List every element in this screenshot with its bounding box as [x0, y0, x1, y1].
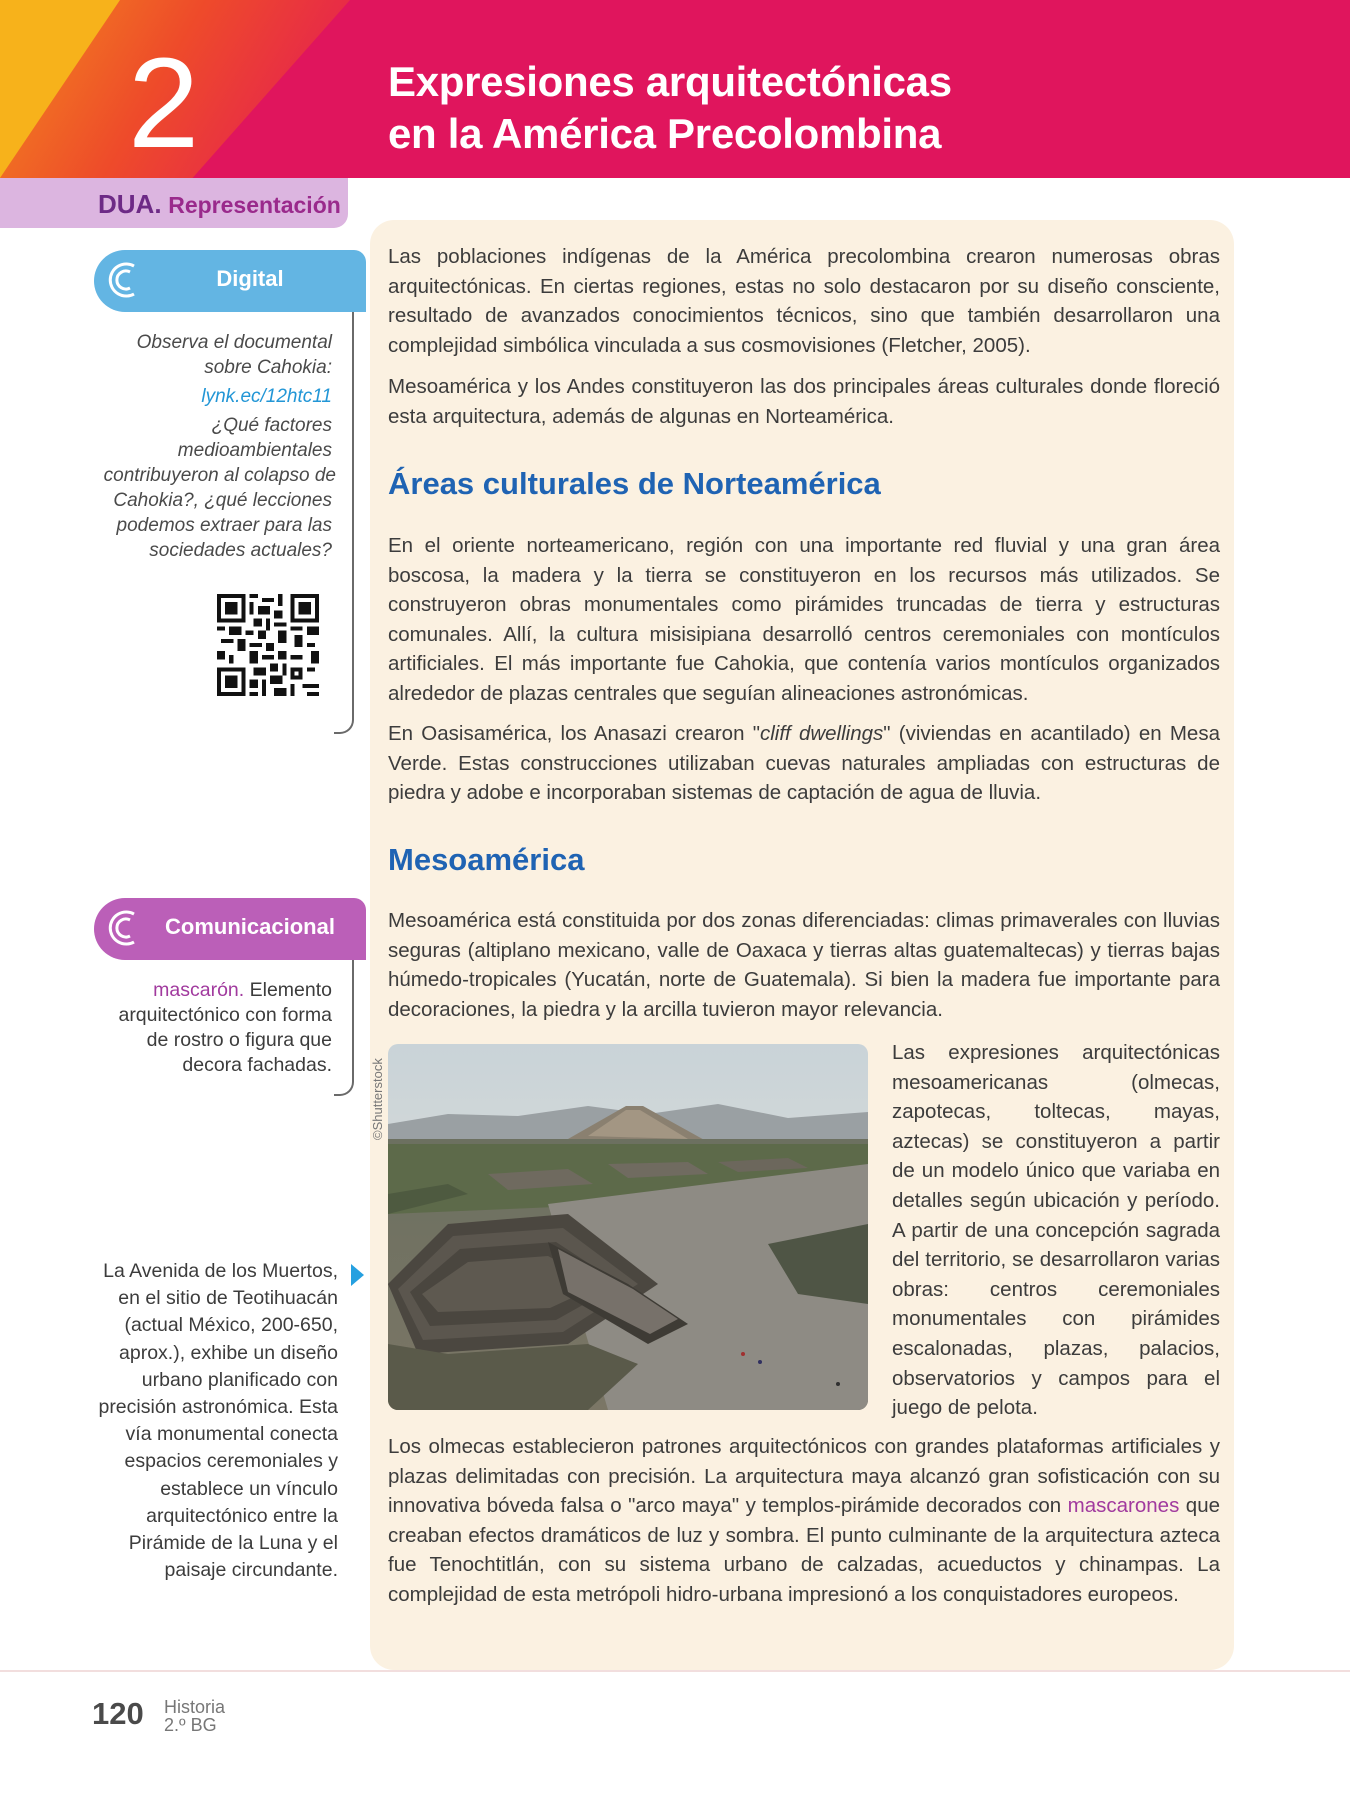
teotihuacan-photo — [388, 1044, 868, 1410]
digital-tab-label: Digital — [216, 266, 284, 291]
documentary-link[interactable]: lynk.ec/12htc11 — [201, 386, 332, 407]
dua-label — [98, 189, 341, 220]
digital-question-line-6: sociedades actuales? — [149, 540, 332, 561]
page-number: 120 — [92, 1696, 144, 1731]
dua-tag — [0, 178, 348, 228]
glossary-def-1: Elemento — [249, 979, 332, 1001]
book-subject — [164, 1698, 225, 1734]
meso-p3-part-b: que creaban efectos dramáticos de luz y sombra. El punto culminante de la arquitectura azteca fue Tenochtitlán, con su sistema urbano de calzadas, acueductos y chinampas. La complejidad de esta metrópoli hidro-urbana impresionó a los conquistadores europeos. — [388, 1494, 1221, 1606]
subject-grade: 2.º BG — [164, 1715, 217, 1735]
chapter-number: 2 — [128, 32, 200, 175]
dua-category: Representación — [168, 192, 341, 218]
glossary-def-4: decora fachadas. — [182, 1054, 332, 1076]
digital-tab — [94, 250, 366, 312]
chapter-title — [388, 56, 1148, 160]
meso-p3-part-a: Los olmecas establecieron patrones arquitectónicos con grandes plataformas artificiales y plazas delimitadas con precisión. La arquitectura maya alcanzó gran sofisticación con su innovativa bóveda falsa o "arco maya" y templos-pirámide decorados con — [388, 1435, 1220, 1517]
glossary-entry — [96, 978, 332, 1078]
digital-box-frame — [334, 312, 354, 734]
meso-paragraph-3 — [388, 1432, 1220, 1609]
comunicacional-box-frame — [334, 960, 354, 1096]
meso-paragraph-2: Las expresiones arquitectónicas mesoamericanas (olmecas, zapotecas, toltecas, mayas, aztecas) se constituyeron a partir de un modelo único que variaba en detalles según ubicación y período. A partir de una concepción sagrada del territorio, se desarrollaron varias obras: centros ceremoniales monumentales con pirámides escalonadas, plazas, palacios, observatorios y campos para el juego de pelota. — [892, 1041, 1220, 1420]
chapter-header-band — [0, 0, 1350, 178]
heading-mesoamerica: Mesoamérica — [388, 842, 585, 877]
dua-abbrev: DUA. — [98, 189, 162, 219]
digital-question-line-4: Cahokia?, ¿qué lecciones — [113, 490, 332, 511]
intro-paragraph-2: Mesoamérica y los Andes constituyeron las dos principales áreas culturales donde floreció esta arquitectura, además de algunas en Norteamérica. — [388, 375, 1220, 428]
comunicacional-tab-label: Comunicacional — [165, 914, 335, 939]
norte-paragraph-2 — [388, 719, 1220, 808]
mascarones-glossary-link[interactable]: mascarones — [1067, 1494, 1180, 1517]
chapter-title-line-1: Expresiones arquitectónicas — [388, 58, 952, 105]
qr-code-icon[interactable] — [217, 594, 319, 696]
digital-question-line-5: podemos extraer para las — [116, 515, 332, 536]
norte-p2-part-b: " (viviendas en acantilado) en Mesa Verde. Estas construcciones utilizaban cuevas naturales ampliadas con estructuras de piedra y adobe e incorporaban sistemas de captación de agua de lluvia. — [388, 722, 1220, 804]
glossary-term: mascarón. — [153, 979, 245, 1001]
digital-intro-line-2: sobre Cahokia: — [204, 357, 332, 378]
digital-question-line-2: medioambientales — [177, 440, 332, 461]
digital-intro-line-1: Observa el documental — [136, 332, 332, 353]
photo-caption: La Avenida de los Muertos, en el sitio de Teotihuacán (actual México, 200-650, aprox.), exhibe un diseño urbano planificado con precisión astronómica. Esta vía monumental conecta espacios ceremoniales y establece un vínculo arquitectónico entre la Pirámide de la Luna y el paisaje circundante. — [98, 1260, 338, 1582]
chapter-title-line-2: en la América Precolombina — [388, 110, 942, 157]
glossary-def-2: arquitectónico con forma — [118, 1004, 332, 1026]
norte-paragraph-1: En el oriente norteamericano, región con una importante red fluvial y una gran área boscosa, la madera y la tierra se constituyeron en los recursos más utilizados. Se construyeron obras monumentales como pirámides truncadas de tierra y estructuras comunales. Allí, la cultura misisipiana desarrolló centros ceremoniales con montículos artificiales. El más importante fue Cahokia, que contenía varios montículos organizados alrededor de plazas centrales que seguían alineaciones astronómicas. — [388, 534, 1220, 705]
glossary-line-1 — [96, 978, 332, 1003]
intro-paragraph-1: Las poblaciones indígenas de la América precolombina crearon numerosas obras arquitectónicas. En ciertas regiones, estas no solo destacaron por su diseño consciente, resultado de avanzados conocimientos técnicos, sino que también desarrollaron una complejidad simbólica vinculada a sus cosmovisiones (Fletcher, 2005). — [388, 245, 1220, 357]
photo-credit: ©Shutterstock — [370, 1058, 385, 1140]
glossary-def-3: de rostro o figura que — [146, 1029, 332, 1051]
caption-pointer-icon — [351, 1264, 364, 1286]
footer-divider — [0, 1670, 1350, 1672]
teotihuacan-illustration — [388, 1044, 868, 1410]
norte-p2-italic-term: cliff dwellings — [759, 722, 884, 745]
digital-question-line-3: contribuyeron al colapso de — [103, 465, 336, 486]
norte-p2-part-a: En Oasisamérica, los Anasazi crearon " — [388, 722, 760, 745]
heading-norteamerica: Áreas culturales de Norteamérica — [388, 466, 881, 501]
digital-question-line-1: ¿Qué factores — [211, 415, 332, 436]
meso-paragraph-1: Mesoamérica está constituida por dos zonas diferenciadas: climas primaverales con lluvias seguras (altiplano mexicano, valle de Oaxaca y tierras altas guatemaltecas) y tierras bajas húmedo-tropicales (Yucatán, norte de Guatemala). Si bien la madera fue importante para decoraciones, la piedra y la arcilla tuvieron mayor relevancia. — [388, 909, 1220, 1021]
subject-name: Historia — [164, 1697, 226, 1717]
digital-box-text — [96, 330, 336, 563]
comunicacional-tab — [94, 898, 366, 960]
